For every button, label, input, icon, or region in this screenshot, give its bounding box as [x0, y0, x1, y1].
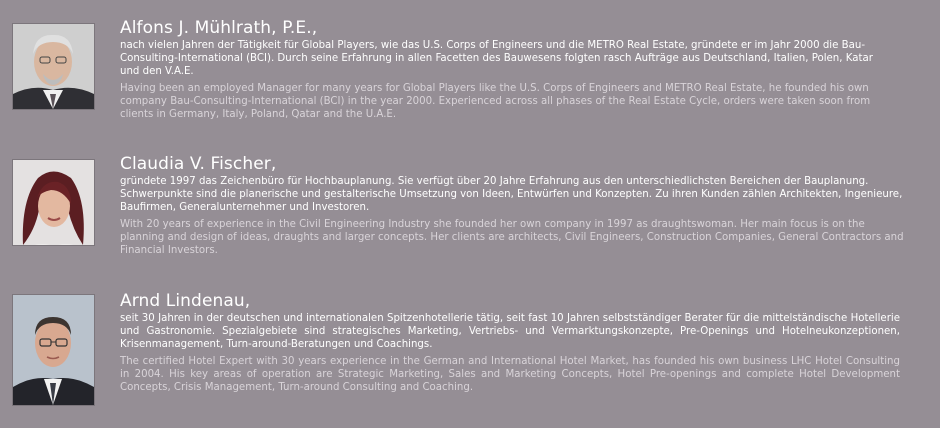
portrait-photo [12, 294, 95, 406]
person-name: Alfons J. Mühlrath, P.E., [120, 18, 318, 38]
portrait-photo [12, 23, 95, 110]
bio-english: The certified Hotel Expert with 30 years experience in the German and International Hotel Market, has founded his own business LHC Hotel Consulting in 2004. His key areas of operation are Strategic Marketing, Sales and Marketing Concepts, Hotel Pre-openings and complete Hotel Development Concepts, Crisis Management, Turn-around Consulting and Coaching. [120, 355, 900, 394]
profile-text [120, 292, 900, 394]
bio-german: nach vielen Jahren der Tätigkeit für Global Players, wie das U.S. Corps of Engineers und die METRO Real Estate, gründete er im Jahr 2000 die Bau-Consulting-International (BCI). Durch seine Erfahrung in allen Facetten des Bauwesens folgten rasch Aufträge aus Deutschland, Italien, Polen, Katar und den V.A.E. [120, 40, 873, 78]
bio-english: With 20 years of experience in the Civil Engineering Industry she founded her own company in 1997 as draughtswoman. Her main focus is on the planning and design of ideas, draughts and larger concepts. Her clients are architects, Civil Engineers, Construction Companies, General Contractors and Financial Investors. [120, 218, 904, 257]
person-name: Arnd Lindenau, [120, 291, 251, 311]
bio-english: Having been an employed Manager for many years for Global Players like the U.S. Corps of Engineers and METRO Real Estate, he founded his own company Bau-Consulting-International (BCI) in the year 2000. Experienced across all phases of the Real Estate Cycle, orders were taken soon from clients in Germany, Italy, Poland, Qatar and the U.A.E. [120, 82, 871, 121]
portrait-photo [12, 159, 95, 246]
profile-text [120, 19, 890, 121]
person-name: Claudia V. Fischer, [120, 154, 277, 174]
profile-text [120, 155, 905, 257]
bio-german: seit 30 Jahren in der deutschen und internationalen Spitzenhotellerie tätig, seit fast 10 Jahren selbstständiger Berater für die mittelständische Hotellerie und Gastronomie. Spezialgebiete sind strategisches Marketing, Vertriebs- und Vermarktungskonzepte, Pre-Openings und Hotelneukonzeptionen, Krisenmanagement, Turn-around-Beratungen und Coachings. [120, 313, 900, 351]
bio-german: gründete 1997 das Zeichenbüro für Hochbauplanung. Sie verfügt über 20 Jahre Erfahrung aus den unterschiedlichsten Bereichen der Bauplanung. Schwerpunkte sind die planerische und gestalterische Umsetzung von Ideen, Entwürfen und Konzepten. Zu ihren Kunden zählen Architekten, Ingenieure, Baufirmen, Generalunternehmer und Investoren. [120, 176, 903, 214]
